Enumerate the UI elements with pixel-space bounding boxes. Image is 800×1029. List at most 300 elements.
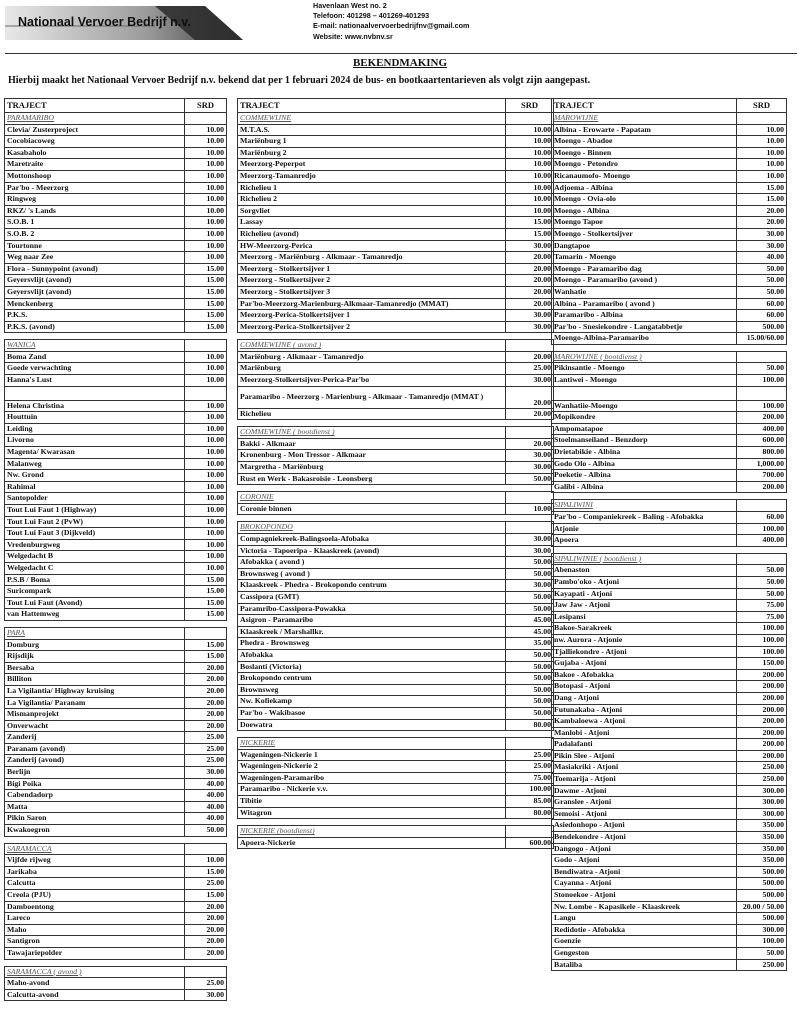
section-gap xyxy=(238,333,554,340)
section-price-cell xyxy=(185,843,227,855)
table-row xyxy=(238,772,554,784)
section-title: CORONIE xyxy=(238,492,506,504)
route-cell: Futunakaba - Atjoni xyxy=(552,704,737,716)
price-cell: 250.00 xyxy=(737,774,787,786)
table-row xyxy=(552,147,787,159)
route-cell: Berlijn xyxy=(5,767,185,779)
section-header xyxy=(552,553,787,565)
route-cell: Bendekondre - Atjoni xyxy=(552,832,737,844)
route-cell: Weg naar Zee xyxy=(5,252,185,264)
column-header-route: TRAJECT xyxy=(552,99,737,113)
header xyxy=(0,0,800,46)
price-cell: 50.00 xyxy=(737,588,787,600)
route-cell: Meerzorg - Stolkertsijver 1 xyxy=(238,263,506,275)
price-cell: 150.00 xyxy=(737,658,787,670)
table-row xyxy=(238,450,554,462)
route-cell: Mariënburg 2 xyxy=(238,147,506,159)
price-cell: 80.00 xyxy=(506,807,554,819)
price-cell: 30.00 xyxy=(506,580,554,592)
route-cell: Rust en Werk - Bakasroisie - Leonsberg xyxy=(238,473,506,485)
table-row xyxy=(5,275,227,287)
price-cell: 200.00 xyxy=(737,750,787,762)
price-cell: 10.00 xyxy=(185,170,227,182)
table-row xyxy=(238,310,554,322)
table-row xyxy=(552,727,787,739)
route-cell: Mariënburg xyxy=(238,363,506,375)
table-row xyxy=(5,609,227,621)
route-cell: Bakoe - Afobakka xyxy=(552,669,737,681)
price-cell: 600.00 xyxy=(737,435,787,447)
route-cell: Bendiwatra - Atjoni xyxy=(552,866,737,878)
price-cell: 10.00 xyxy=(185,458,227,470)
price-cell: 50.00 xyxy=(506,568,554,580)
tariff-column-3 xyxy=(551,98,787,971)
price-cell: 20.00 xyxy=(506,298,554,310)
table-row xyxy=(238,298,554,310)
price-cell: 350.00 xyxy=(737,843,787,855)
route-cell: Maho xyxy=(5,924,185,936)
table-row xyxy=(238,761,554,773)
table-row xyxy=(552,762,787,774)
price-cell: 50.00 xyxy=(506,673,554,685)
section-gap xyxy=(238,420,554,427)
price-cell: 10.00 xyxy=(185,481,227,493)
price-cell: 10.00 xyxy=(185,228,227,240)
table-row xyxy=(552,565,787,577)
route-cell: Lesipansi xyxy=(552,611,737,623)
table-row xyxy=(238,124,554,136)
table-row xyxy=(552,240,787,252)
route-cell: Poeketie - Albina xyxy=(552,470,737,482)
route-cell: Domburg xyxy=(5,639,185,651)
table-row xyxy=(5,709,227,721)
route-cell: Brokopondo centrum xyxy=(238,673,506,685)
address: Havenlaan West no. 2 xyxy=(313,1,387,10)
table-row xyxy=(238,837,554,849)
route-cell: Meerzorg - Mariënburg - Alkmaar - Tamanredjo xyxy=(238,252,506,264)
table-row xyxy=(5,505,227,517)
table-row xyxy=(5,651,227,663)
table-row xyxy=(552,470,787,482)
route-cell: La Vigilantia/ Highway kruising xyxy=(5,685,185,697)
section-title: COMMEWIJNE ( bootdienst ) xyxy=(238,427,506,439)
price-cell: 10.00 xyxy=(185,855,227,867)
route-cell: Par'bo - Snesiekondre - Langatabbetje xyxy=(552,321,737,333)
table-row xyxy=(5,447,227,459)
route-cell: Meerzorg-Tamanredjo xyxy=(238,170,506,182)
tariff-table xyxy=(4,98,227,1001)
route-cell: Bataliba xyxy=(552,959,737,971)
table-row xyxy=(5,767,227,779)
section-price-cell xyxy=(506,113,554,125)
table-row xyxy=(5,252,227,264)
table-row xyxy=(5,147,227,159)
table-row xyxy=(238,462,554,474)
table-row xyxy=(552,310,787,322)
section-header xyxy=(238,427,554,439)
route-cell: Ringweg xyxy=(5,194,185,206)
price-cell: 30.00 xyxy=(506,310,554,322)
route-cell: S.O.B. 1 xyxy=(5,217,185,229)
route-cell: Kasabaholo xyxy=(5,147,185,159)
route-cell: Richelieu (avond) xyxy=(238,228,506,240)
section-price-cell xyxy=(185,340,227,352)
section-title: PARA xyxy=(5,627,185,639)
table-header-row xyxy=(238,99,554,113)
table-row xyxy=(5,685,227,697)
route-cell: Houttuin xyxy=(5,412,185,424)
table-row xyxy=(5,124,227,136)
price-cell: 10.00 xyxy=(506,205,554,217)
price-cell: 10.00 xyxy=(185,351,227,363)
price-cell: 10.00 xyxy=(185,252,227,264)
section-title: NICKERIE xyxy=(238,738,506,750)
route-cell: Zanderij (avond) xyxy=(5,755,185,767)
route-cell: Goenzie xyxy=(552,936,737,948)
route-cell: Welgedacht C xyxy=(5,562,185,574)
route-cell: Phedra - Brownsweg xyxy=(238,638,506,650)
price-cell: 50.00 xyxy=(737,363,787,375)
table-header-row xyxy=(552,99,787,113)
price-cell: 200.00 xyxy=(737,739,787,751)
table-row xyxy=(552,797,787,809)
table-row xyxy=(552,481,787,493)
price-cell: 10.00 xyxy=(185,182,227,194)
table-row xyxy=(552,263,787,275)
route-cell: Richelieu 1 xyxy=(238,182,506,194)
table-row xyxy=(5,321,227,333)
route-cell: Bakoe-Sarakreek xyxy=(552,623,737,635)
table-row xyxy=(552,611,787,623)
price-cell: 100.00 xyxy=(737,400,787,412)
price-cell: 15.00 xyxy=(185,597,227,609)
section-header xyxy=(238,113,554,125)
route-cell: Malanweg xyxy=(5,458,185,470)
route-cell: Bakki - Alkmaar xyxy=(238,438,506,450)
price-cell: 20.00 xyxy=(185,720,227,732)
route-cell: Cocobiacoweg xyxy=(5,136,185,148)
table-row xyxy=(552,785,787,797)
table-row xyxy=(238,194,554,206)
table-row xyxy=(5,720,227,732)
price-cell: 30.00 xyxy=(737,240,787,252)
route-cell: Manlobi - Atjoni xyxy=(552,727,737,739)
table-row xyxy=(552,658,787,670)
route-cell: Albina - Paramaribo ( avond ) xyxy=(552,298,737,310)
price-cell: 700.00 xyxy=(737,470,787,482)
route-cell: Coronie binnen xyxy=(238,503,506,515)
route-cell: Zanderij xyxy=(5,732,185,744)
price-cell: 35.00 xyxy=(506,638,554,650)
table-row xyxy=(552,843,787,855)
price-cell: 10.00 xyxy=(185,505,227,517)
table-row xyxy=(5,228,227,240)
price-cell xyxy=(737,386,787,400)
price-cell: 30.00 xyxy=(506,545,554,557)
route-cell: Wageningen-Nickerie 2 xyxy=(238,761,506,773)
price-cell: 20.00 xyxy=(737,217,787,229)
price-cell: 25.00 xyxy=(185,732,227,744)
price-cell: 200.00 xyxy=(737,716,787,728)
table-row xyxy=(552,936,787,948)
table-row xyxy=(238,252,554,264)
table-row xyxy=(552,600,787,612)
price-cell: 20.00 xyxy=(185,947,227,959)
route-cell: Moengo - Petondro xyxy=(552,159,737,171)
route-cell: Menckenberg xyxy=(5,298,185,310)
price-cell: 30.00 xyxy=(185,767,227,779)
route-cell: van Hattemweg xyxy=(5,609,185,621)
table-row xyxy=(552,832,787,844)
route-cell: Apoera xyxy=(552,535,737,547)
route-cell: Tamarin - Moengo xyxy=(552,252,737,264)
route-cell: Stonoekoe - Atjoni xyxy=(552,890,737,902)
route-cell: Wanhatiie-Moengo xyxy=(552,400,737,412)
section-gap xyxy=(552,344,787,351)
route-cell: Tawajariepolder xyxy=(5,947,185,959)
section-title: MAROWIJNE ( bootdienst ) xyxy=(552,351,737,363)
route-cell: M.T.A.S. xyxy=(238,124,506,136)
route-cell: Paramaribo - Albina xyxy=(552,310,737,322)
route-cell: Flora - Sunnypoint (avond) xyxy=(5,263,185,275)
price-cell: 25.00 xyxy=(185,878,227,890)
route-cell: Hanna's Lust xyxy=(5,375,185,387)
table-row xyxy=(238,170,554,182)
price-cell: 10.00 xyxy=(185,470,227,482)
route-cell: Kwakoegron xyxy=(5,825,185,837)
price-cell: 10.00 xyxy=(185,205,227,217)
section-price-cell xyxy=(506,826,554,838)
price-cell: 10.00 xyxy=(185,159,227,171)
table-row xyxy=(552,623,787,635)
route-cell: Boma Zand xyxy=(5,351,185,363)
table-row xyxy=(5,298,227,310)
table-row xyxy=(5,194,227,206)
table-row xyxy=(5,947,227,959)
section-gap xyxy=(5,333,227,340)
table-row xyxy=(5,936,227,948)
price-cell: 50.00 xyxy=(506,649,554,661)
price-cell: 50.00 xyxy=(506,557,554,569)
section-gap xyxy=(5,959,227,966)
route-cell: Doewatra xyxy=(238,719,506,731)
section-price-cell xyxy=(506,522,554,534)
table-row xyxy=(238,147,554,159)
route-cell: Mariënburg 1 xyxy=(238,136,506,148)
table-row xyxy=(5,639,227,651)
table-row xyxy=(552,512,787,524)
section-gap xyxy=(238,515,554,522)
price-cell: 45.00 xyxy=(506,615,554,627)
price-cell: 20.00 xyxy=(506,275,554,287)
price-cell: 400.00 xyxy=(737,535,787,547)
price-cell: 15.00 xyxy=(185,310,227,322)
price-cell: 250.00 xyxy=(737,959,787,971)
table-row xyxy=(5,551,227,563)
route-cell: Tibitie xyxy=(238,796,506,808)
price-cell: 800.00 xyxy=(737,447,787,459)
route-cell: Pikin Slee - Atjoni xyxy=(552,750,737,762)
table-row xyxy=(238,386,554,408)
table-row xyxy=(5,825,227,837)
table-row xyxy=(552,400,787,412)
price-cell: 50.00 xyxy=(185,825,227,837)
route-cell: Vredenburgweg xyxy=(5,539,185,551)
table-row xyxy=(5,778,227,790)
section-gap xyxy=(238,731,554,738)
section-price-cell xyxy=(506,427,554,439)
price-cell: 25.00 xyxy=(506,363,554,375)
price-cell: 10.00 xyxy=(506,170,554,182)
route-cell: Creola (PJU) xyxy=(5,890,185,902)
table-row xyxy=(552,423,787,435)
section-header xyxy=(238,522,554,534)
route-cell: Meerzorg-Perica-Stolkertsijver 2 xyxy=(238,321,506,333)
table-row xyxy=(238,580,554,592)
price-cell: 20.00 xyxy=(185,674,227,686)
price-cell: 10.00 xyxy=(506,159,554,171)
price-cell: 50.00 xyxy=(506,661,554,673)
company-name: Nationaal Vervoer Bedrijf n.v. xyxy=(18,15,191,29)
price-cell: 50.00 xyxy=(737,947,787,959)
route-cell: Apoera-Nickerie xyxy=(238,837,506,849)
price-cell: 10.00 xyxy=(737,147,787,159)
price-cell: 15.00 xyxy=(185,651,227,663)
table-row xyxy=(5,363,227,375)
price-cell: 500.00 xyxy=(737,866,787,878)
price-cell: 10.00 xyxy=(185,435,227,447)
table-row xyxy=(552,704,787,716)
price-cell: 20.00 xyxy=(185,662,227,674)
price-cell: 10.00 xyxy=(185,447,227,459)
route-cell: Dang - Atjoni xyxy=(552,692,737,704)
price-cell: 10.00 xyxy=(185,136,227,148)
section-header xyxy=(238,738,554,750)
section-price-cell xyxy=(185,627,227,639)
column-header-price: SRD xyxy=(737,99,787,113)
route-cell: Padalafanti xyxy=(552,739,737,751)
price-cell: 25.00 xyxy=(185,755,227,767)
route-cell: Meerzorg-Perica-Stolkertsijver 1 xyxy=(238,310,506,322)
route-cell: P.K.S. xyxy=(5,310,185,322)
price-cell: 40.00 xyxy=(185,813,227,825)
table-row xyxy=(552,228,787,240)
table-row xyxy=(5,170,227,182)
route-cell: Redidotie - Afobakka xyxy=(552,924,737,936)
section-header xyxy=(552,500,787,512)
route-cell: Brownsweg xyxy=(238,684,506,696)
table-row xyxy=(552,194,787,206)
price-cell: 100.00 xyxy=(506,784,554,796)
price-cell: 100.00 xyxy=(737,523,787,535)
price-cell: 20.00 xyxy=(185,709,227,721)
table-row xyxy=(5,263,227,275)
table-row xyxy=(5,182,227,194)
table-row xyxy=(5,423,227,435)
price-cell xyxy=(185,386,227,400)
price-cell: 100.00 xyxy=(737,634,787,646)
table-row xyxy=(238,351,554,363)
price-cell: 30.00 xyxy=(506,450,554,462)
price-cell: 25.00 xyxy=(506,761,554,773)
route-cell: Cayanna - Atjoni xyxy=(552,878,737,890)
table-row xyxy=(552,333,787,345)
price-cell: 10.00 xyxy=(185,551,227,563)
table-row xyxy=(5,901,227,913)
route-cell: Godo - Atjoni xyxy=(552,855,737,867)
table-row xyxy=(552,924,787,936)
section-header xyxy=(5,340,227,352)
table-row xyxy=(552,681,787,693)
table-row xyxy=(238,205,554,217)
price-cell: 10.00 xyxy=(185,562,227,574)
price-cell: 15.00 xyxy=(185,275,227,287)
route-cell: Moengo - Paramaribo dag xyxy=(552,263,737,275)
table-row xyxy=(552,252,787,264)
section-header xyxy=(5,843,227,855)
table-row xyxy=(5,375,227,387)
route-cell: Brownsweg ( avond ) xyxy=(238,568,506,580)
price-cell: 100.00 xyxy=(737,375,787,387)
route-cell: Meerzorg - Stolkertsijver 3 xyxy=(238,286,506,298)
section-header xyxy=(238,826,554,838)
route-cell: Tout Lui Faut 1 (Highway) xyxy=(5,505,185,517)
route-cell: Mismanprojekt xyxy=(5,709,185,721)
price-cell: 100.00 xyxy=(737,623,787,635)
route-cell: Kayapati - Atjoni xyxy=(552,588,737,600)
section-header xyxy=(5,113,227,125)
price-cell: 30.00 xyxy=(737,228,787,240)
table-row xyxy=(552,535,787,547)
price-cell: 85.00 xyxy=(506,796,554,808)
route-cell: Bigi Poika xyxy=(5,778,185,790)
route-cell: Magenta/ Kwarasan xyxy=(5,447,185,459)
price-cell: 15.00 xyxy=(185,609,227,621)
table-row xyxy=(552,458,787,470)
column-header-route: TRAJECT xyxy=(5,99,185,113)
route-cell: Paramribo-Cassipora-Powakka xyxy=(238,603,506,615)
route-cell: Jaw Jaw - Atjoni xyxy=(552,600,737,612)
website: Website: www.nvbnv.sr xyxy=(313,31,393,41)
price-cell: 60.00 xyxy=(737,512,787,524)
price-cell: 300.00 xyxy=(737,785,787,797)
price-cell: 75.00 xyxy=(737,611,787,623)
table-row xyxy=(238,603,554,615)
section-gap xyxy=(238,819,554,826)
section-price-cell xyxy=(185,113,227,125)
section-price-cell xyxy=(506,738,554,750)
route-cell: Albina - Erowarte - Papatam xyxy=(552,124,737,136)
price-cell: 300.00 xyxy=(737,808,787,820)
table-row xyxy=(5,855,227,867)
price-cell: 10.00 xyxy=(506,194,554,206)
table-row xyxy=(5,978,227,990)
section-title: NICKERIE (bootdienst) xyxy=(238,826,506,838)
table-row xyxy=(5,989,227,1001)
table-row xyxy=(5,217,227,229)
route-cell: Mottonshoop xyxy=(5,170,185,182)
price-cell: 15.00 xyxy=(737,194,787,206)
price-cell: 75.00 xyxy=(737,600,787,612)
table-row xyxy=(238,749,554,761)
route-cell: Adjoema - Albina xyxy=(552,182,737,194)
route-cell: Moengo - Stolkertsijver xyxy=(552,228,737,240)
table-row xyxy=(5,159,227,171)
table-row xyxy=(552,739,787,751)
table-row xyxy=(5,539,227,551)
price-cell: 15.00 xyxy=(185,639,227,651)
price-cell: 10.00 xyxy=(506,147,554,159)
